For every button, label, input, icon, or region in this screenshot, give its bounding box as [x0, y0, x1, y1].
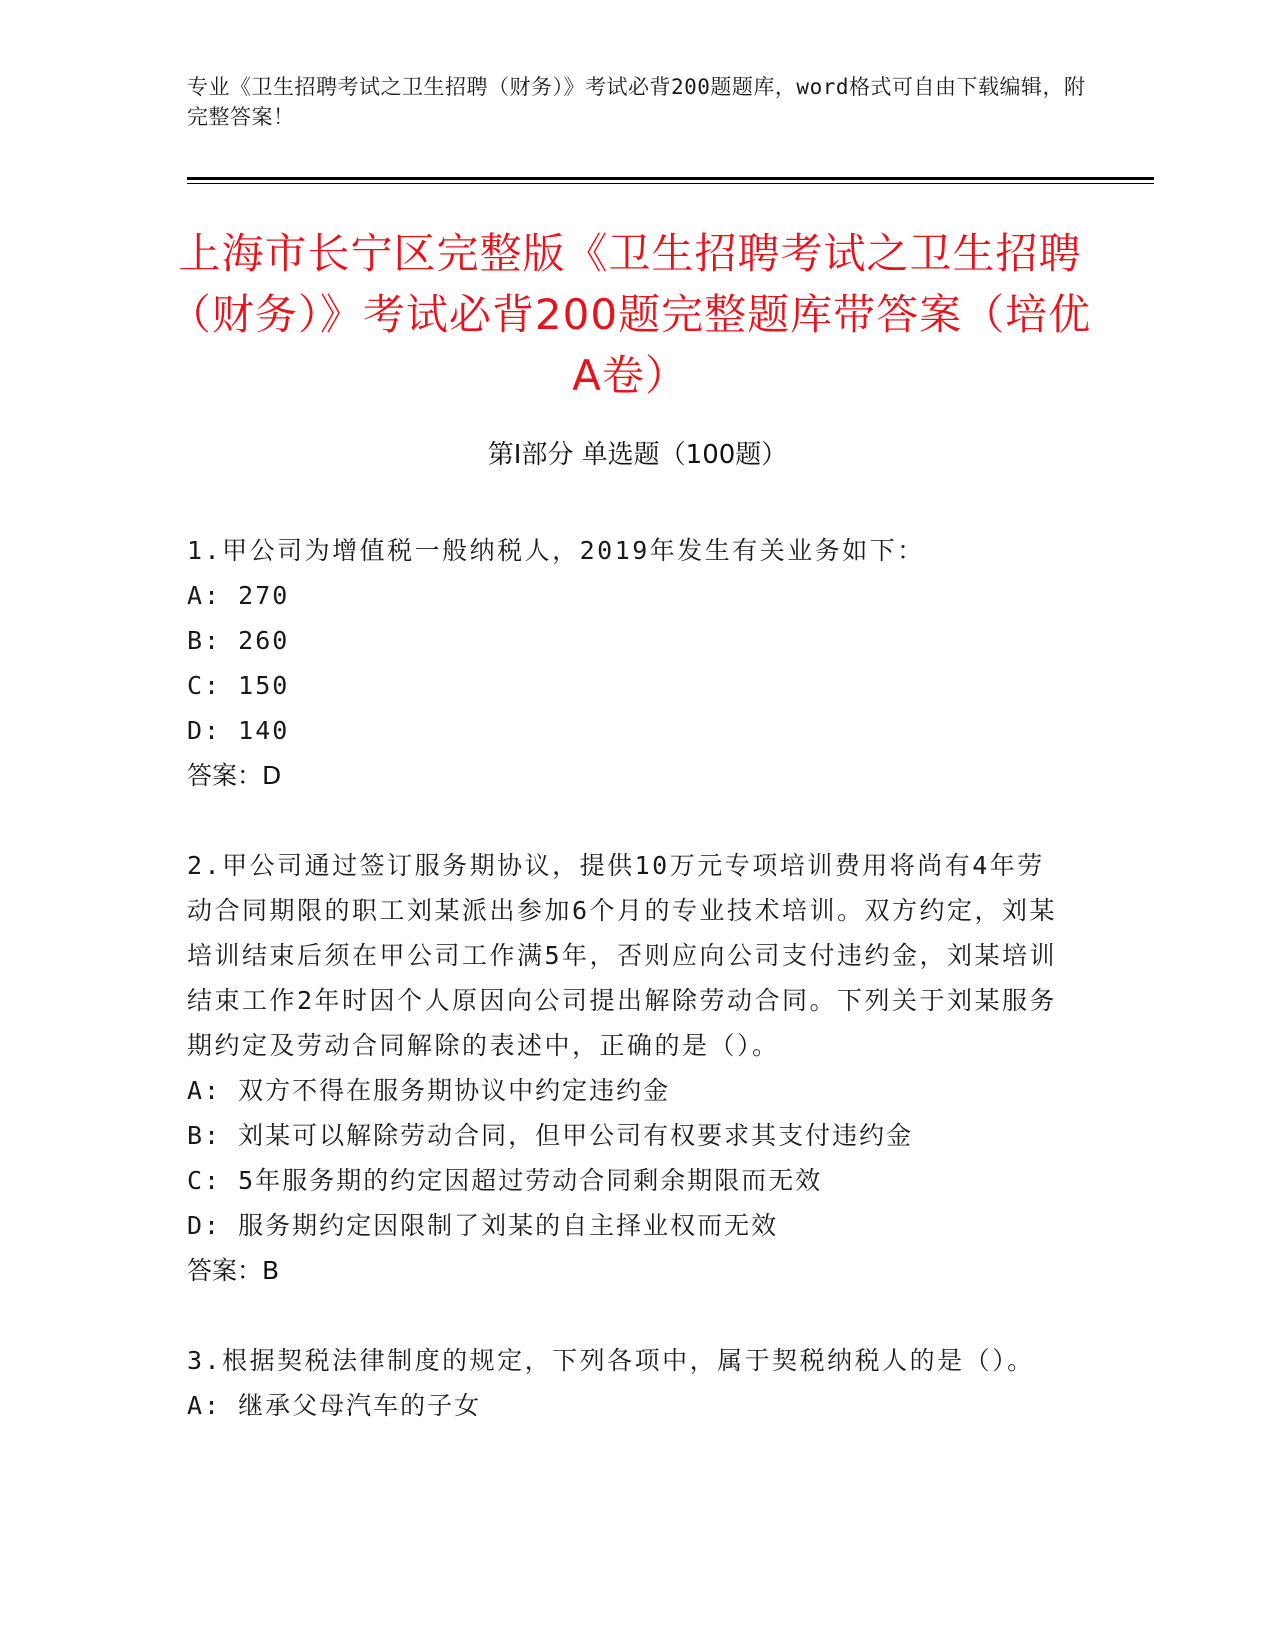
- option-b: B: 刘某可以解除劳动合同，但甲公司有权要求其支付违约金: [187, 1121, 914, 1150]
- option-d: D: 服务期约定因限制了刘某的自主择业权而无效: [187, 1211, 779, 1240]
- section-title: 第I部分 单选题（100题）: [487, 440, 788, 470]
- option-b: B: 260: [187, 626, 290, 655]
- option-a: A: 270: [187, 581, 290, 610]
- option-c: C: 150: [187, 671, 290, 700]
- answer-label: 答案：D: [187, 761, 282, 790]
- answer-label: 答案：B: [187, 1256, 280, 1285]
- header-note: 专业《卫生招聘考试之卫生招聘（财务）》考试必背200题题库，word格式可自由下载编辑，附完整答案！: [187, 75, 1086, 129]
- question-1: [187, 528, 1087, 798]
- option-c: C: 5年服务期的约定因超过劳动合同剩余期限而无效: [187, 1166, 823, 1195]
- option-a: A: 双方不得在服务期协议中约定违约金: [187, 1076, 671, 1105]
- question-3: [187, 1338, 1087, 1428]
- header-divider-thick: [187, 177, 1154, 180]
- option-a: A: 继承父母汽车的子女: [187, 1391, 482, 1420]
- document-title: 上海市长宁区完整版《卫生招聘考试之卫生招聘（财务）》考试必背200题完整题库带答案（培优A卷）: [168, 229, 1092, 400]
- question-stem: 3.根据契税法律制度的规定，下列各项中，属于契税纳税人的是（）。: [187, 1346, 1035, 1375]
- question-2: [187, 843, 1087, 1293]
- question-list: [187, 528, 1087, 1473]
- option-d: D: 140: [187, 716, 290, 745]
- question-stem: 2.甲公司通过签订服务期协议，提供10万元专项培训费用将尚有4年劳动合同期限的职工刘某派出参加6个月的专业技术培训。双方约定，刘某培训结束后须在甲公司工作满5年，否则应向公司支付违约金，刘某培训结束工作2年时因个人原因向公司提出解除劳动合同。下列关于刘某服务期约定及劳动合同解除的表述中，正确的是（）。: [187, 851, 1058, 1060]
- header-divider-thin: [187, 183, 1154, 184]
- question-stem: 1.甲公司为增值税一般纳税人，2019年发生有关业务如下：: [187, 536, 925, 565]
